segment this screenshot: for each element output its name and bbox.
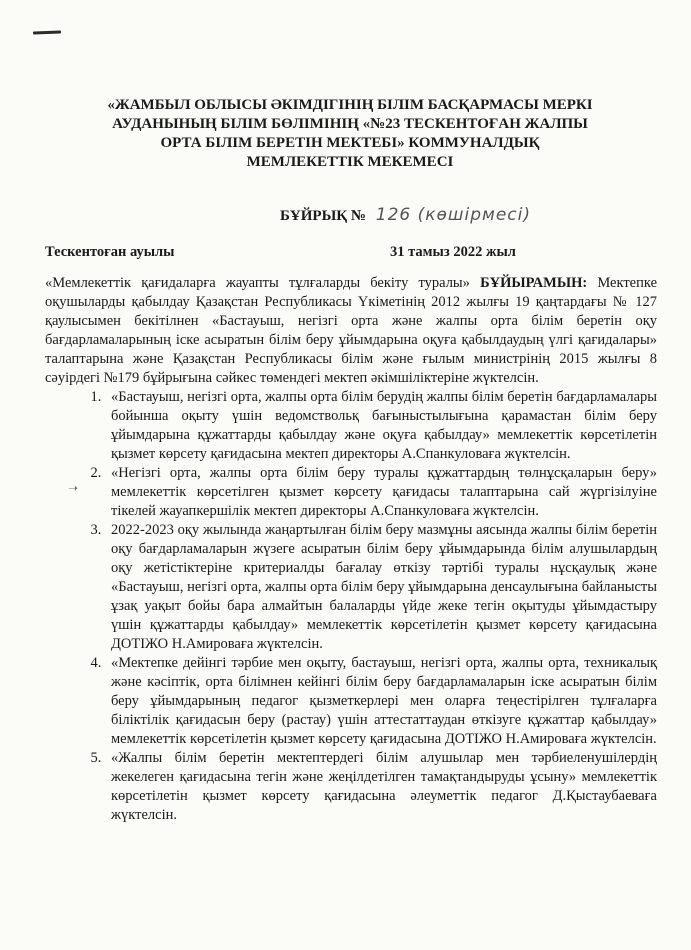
header-line: АУДАНЫНЫҢ БІЛІМ БӨЛІМІНІҢ «№23 ТЕСКЕНТОҒАН ЖАЛПЫ [112, 116, 588, 132]
order-items-list [45, 388, 657, 825]
order-title [280, 205, 531, 225]
header-line: МЕМЛЕКЕТТІК МЕКЕМЕСІ [246, 154, 454, 170]
document-date: 31 тамыз 2022 жыл [390, 244, 516, 260]
scan-mark [33, 31, 61, 35]
header-line: «ЖАМБЫЛ ОБЛЫСЫ ӘКІМДІГІНІҢ БІЛІМ БАСҚАРМАСЫ МЕРКІ [107, 97, 593, 113]
order-label: БҰЙРЫҚ № [280, 208, 367, 224]
intro-text: Мектепке оқушыларды қабылдау Қазақстан Республикасы Үкіметінің 2012 жылғы 19 қаңтардағы № 127 қаулысымен бекітілнен «Бастауыш, негізгі орта және жалпы орта білім беретін оқу бағдарламаларының іске асыратын білім беру ұйымдарына оқуға қабылдаудың үлгі қағидалары» талаптарына және Қазақстан Республикасы білім және ғылым министрінің 2015 жылғы 8 сәуірдегі №179 бұйрығына сәйкес төмендегі мектеп әкімшіліктеріне жүктелсін. [45, 275, 658, 386]
list-item: 1. «Бастауыш, негізгі орта, жалпы орта білім берудің жалпы білім беретін бағдарламалары бойынша оқыту үшін ведомствольқ бағыныстылығына қарамастан білім беру ұйымдарына құжаттарды қабылдау және оқуға қабылдау» мемлекеттік көрсетілетін қызмет көрсету қағидасына мектеп директоры А.Спанкуловаға жүктелсін. [105, 388, 657, 464]
order-word: БҰЙЫРАМЫН: [480, 275, 588, 291]
list-item: 5. «Жалпы білім беретін мектептердегі білім алушылар мен тәрбиеленушілердің жекелеген қағидасына тегін және жеңілдетілген тамақтандыруды ұсыну» мемлекеттік көрсетілетін қызмет көрсету қағидасына әлеуметтік педагог Д.Қыстаубаеваға жүктелсін. [105, 749, 657, 825]
list-item: 4. «Мектепке дейінгі тәрбие мен оқыту, бастауыш, негізгі орта, жалпы орта, техникалық және кәсіптік, орта білімнен кейінгі білім беру бағдарламаларын іске асыратын білім беру ұйымдарының педагог қызметкерлері мен оларға теңестірілген тұлғаларға біліктілік қағидасын беру (растау) үшін аттестаттаудан өткізуге құжаттар қабылдау» мемлекеттік көрсетілетін қызмет көрсету қағидасына ДОТІЖО Н.Амироваға жүктелсін. [105, 654, 657, 749]
list-item: 3. 2022-2023 оқу жылында жаңартылған білім беру мазмұны аясында жалпы білім беретін оқу бағдарламаларын жүзеге асыратын білім беру ұйымдарында білім алушылардың оқу жетістіктеріне критериалды бағалау өткізу тәртібі туралы нұсқаулық және «Бастауыш, негізгі орта, жалпы орта білім беру ұйымдарына денсаулығына байланысты ұзақ уақыт бойы бара алмайтын балаларды үйде жеке тегін оқытуды ұйымдастыру үшін құжаттарды қабылдау» мемлекеттік көрсетілетін қызмет көрсету қағидасына ДОТІЖО Н.Амироваға жүктелсін. [105, 521, 657, 654]
document-body [45, 274, 657, 825]
intro-paragraph [45, 274, 657, 388]
header-line: ОРТА БІЛІМ БЕРЕТІН МЕКТЕБІ» КОММУНАЛДЫҚ [160, 135, 540, 151]
place-name: Тескентоған ауылы [45, 244, 175, 260]
pen-mark-icon: ➝ [68, 481, 79, 495]
list-item: 2. «Негізгі орта, жалпы орта білім беру туралы құжаттардың төлнұсқаларын беру» мемлекеттік көрсетілген қызмет көрсету қағидасы талаптарына сай жүргізілуіне тікелей жауапкершілік мектеп директоры А.Спанкуловаға жүктелсін. [105, 464, 657, 521]
order-number-handwritten: 126 (көшірмесі) [375, 205, 531, 225]
intro-title: «Мемлекеттік қағидаларға жауапты тұлғаларды бекіту туралы» [45, 275, 470, 291]
document-header [95, 96, 605, 172]
